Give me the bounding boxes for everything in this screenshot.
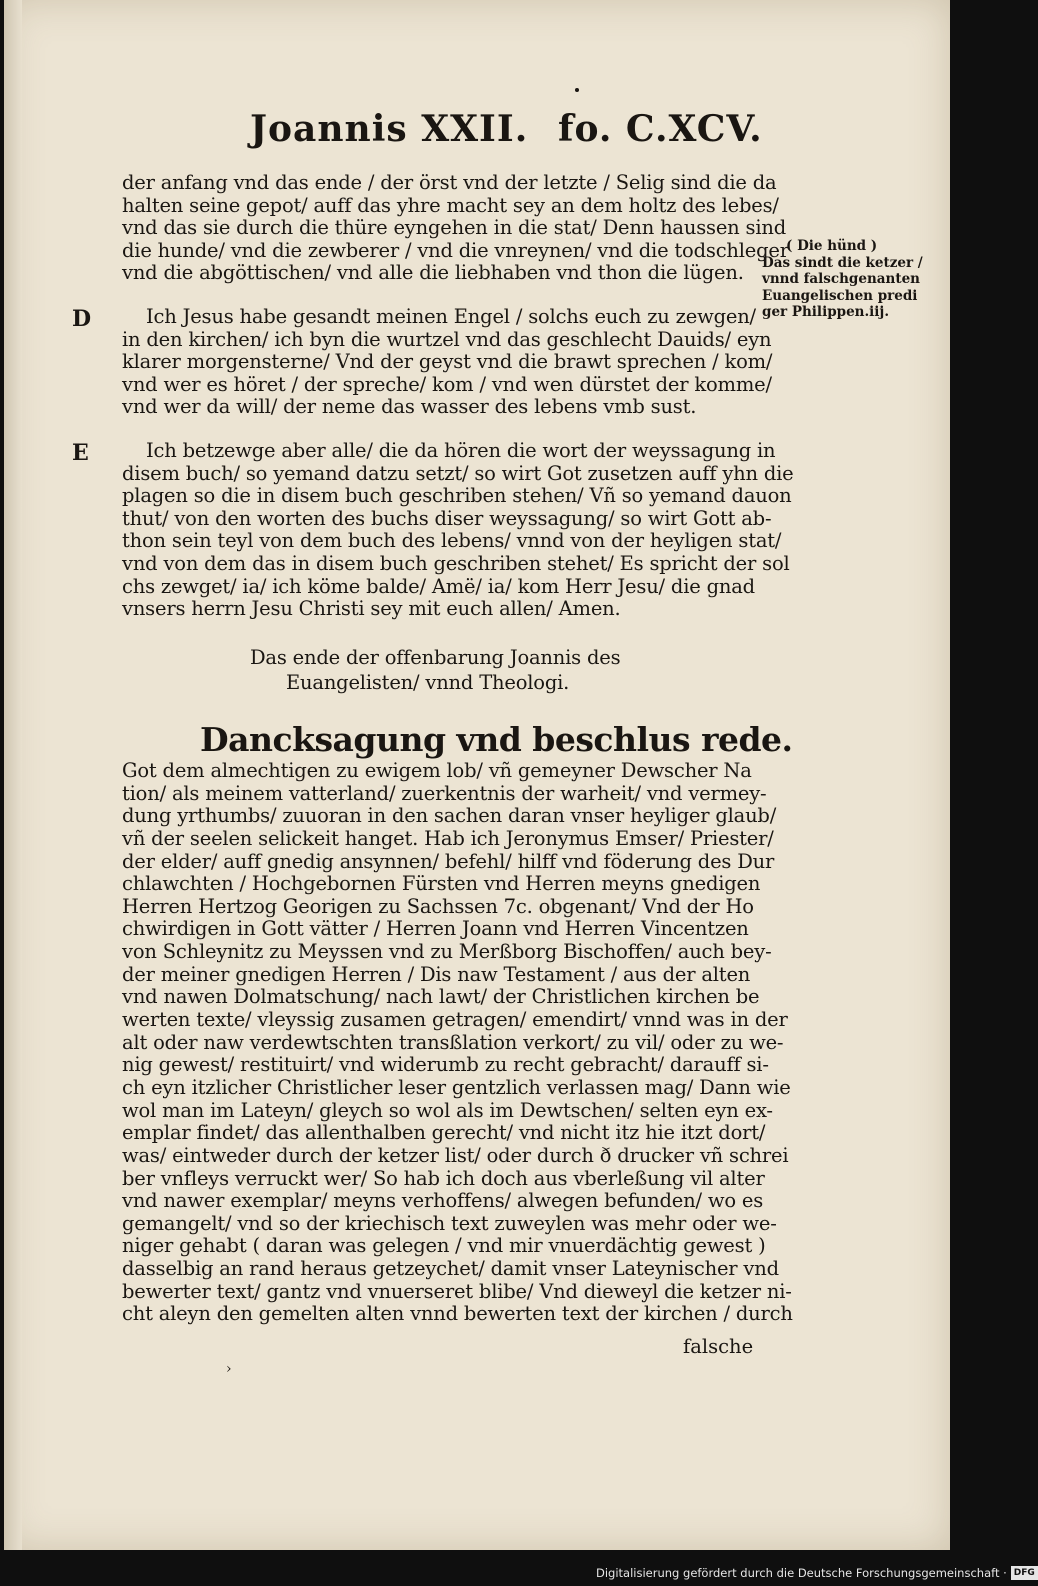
page-gutter — [4, 0, 22, 1550]
text-line: dasselbig an rand heraus getzeychet/ damit vnser Lateynischer vnd — [122, 1257, 779, 1281]
text-line: plagen so die in disem buch geschriben stehen/ Vñ so yemand dauon — [122, 484, 792, 508]
paragraph-1 — [122, 171, 789, 285]
text-line: cht aleyn den gemelten alten vnnd bewerten text der kirchen / durch — [122, 1302, 793, 1326]
text-line: der anfang vnd das ende / der örst vnd der letzte / Selig sind die da — [122, 171, 777, 194]
text-line: Got dem almechtigen zu ewigem lob/ vñ gemeyner Dewscher Na — [122, 759, 752, 782]
text-line: ber vnfleys verruckt wer/ So hab ich doch aus vberleßung vil alter — [122, 1166, 765, 1190]
text-line: chlawchten / Hochgebornen Fürsten vnd Herren meyns gnedigen — [122, 872, 761, 896]
closing-line: Euangelisten/ vnnd Theologi. — [286, 671, 570, 694]
text-line: halten seine gepot/ auff das yhre macht sey an dem holtz des lebes/ — [122, 193, 779, 217]
section-marker-e: E — [72, 440, 89, 466]
text-line: thut/ von den worten des buchs diser weyssagung/ so wirt Gott ab- — [122, 506, 772, 530]
section-heading: Dancksagung vnd beschlus rede. — [200, 720, 793, 759]
text-line: der elder/ auff gnedig ansynnen/ befehl/ hilff vnd föderung des Dur — [122, 849, 775, 873]
paragraph-3 — [122, 439, 794, 621]
dfg-logo: DFG — [1011, 1566, 1038, 1580]
text-line: was/ eintweder durch der ketzer list/ oder durch ð drucker vñ schrei — [122, 1143, 789, 1167]
closing-lines — [250, 645, 670, 695]
text-line: vnd nawer exemplar/ meyns verhoffens/ alwegen befunden/ wo es — [122, 1189, 764, 1213]
stray-mark: › — [226, 1361, 232, 1377]
text-line: tion/ als meinem vatterland/ zuerkentnis der warheit/ vnd vermey- — [122, 781, 767, 805]
text-line: in den kirchen/ ich byn die wurtzel vnd das geschlecht Dauids/ eyn — [122, 327, 772, 351]
text-line: disem buch/ so yemand datzu setzt/ so wirt Got zusetzen auff yhn die — [122, 461, 794, 485]
margin-note-line: Das sindt die ketzer / — [762, 254, 923, 271]
text-line: Ich betzewge aber alle/ die da hören die wort der weyssagung in — [146, 439, 776, 462]
text-line: dung yrthumbs/ zuuoran in den sachen daran vnser heyliger glaub/ — [122, 804, 777, 828]
text-line: vnd die abgöttischen/ vnd alle die liebhaben vnd thon die lügen. — [122, 261, 744, 285]
digitization-credit — [596, 1564, 1038, 1582]
folio-number: fo. C.XCV. — [558, 108, 763, 150]
text-line: der meiner gnedigen Herren / Dis naw Testament / aus der alten — [122, 962, 751, 986]
text-line: vnd das sie durch die thüre eyngehen in die stat/ Denn haussen sind — [122, 216, 787, 240]
text-line: niger gehabt ( daran was gelegen / vnd mir vnuerdächtig gewest ) — [122, 1234, 766, 1258]
text-line: thon sein teyl von dem buch des lebens/ vnnd von der heyligen stat/ — [122, 529, 782, 553]
margin-note-line: Euangelischen predi — [762, 287, 918, 304]
margin-note — [762, 238, 934, 321]
margin-note-line: vnnd falschgenanten — [762, 271, 920, 287]
margin-note-line: ger Philippen.iij. — [762, 304, 890, 320]
paragraph-2 — [122, 305, 773, 419]
text-line: chwirdigen in Gott vätter / Herren Joann vnd Herren Vincentzen — [122, 917, 749, 941]
paragraph-4 — [122, 759, 793, 1326]
text-line: vnd wer da will/ der neme das wasser des lebens vmb sust. — [122, 395, 697, 419]
text-line: von Schleynitz zu Meyssen vnd zu Merßborg Bischoffen/ auch bey- — [122, 940, 772, 964]
closing-line: Das ende der offenbarung Joannis des — [250, 646, 621, 669]
text-line: werten texte/ vleyssig zusamen getragen/ emendirt/ vnnd was in der — [122, 1008, 788, 1032]
text-line: Herren Hertzog Georigen zu Sachssen 7c. obgenant/ Vnd der Ho — [122, 894, 754, 918]
text-line: vnd von dem das in disem buch geschriben stehet/ Es spricht der sol — [122, 551, 790, 575]
text-line: vnd wer es höret / der spreche/ kom / vnd wen dürstet der komme/ — [122, 372, 772, 396]
text-line: die hunde/ vnd die zewberer / vnd die vnreynen/ vnd die todschleger — [122, 238, 789, 262]
text-line: alt oder naw verdewtschten transßlation verkort/ zu vil/ oder zu we- — [122, 1030, 784, 1054]
text-line: vnsers herrn Jesu Christi sey mit euch allen/ Amen. — [122, 597, 621, 621]
footer-text: Digitalisierung gefördert durch die Deutsche Forschungsgemeinschaft · — [596, 1566, 1007, 1580]
text-line: vñ der seelen selickeit hanget. Hab ich Jeronymus Emser/ Priester/ — [122, 826, 774, 850]
margin-note-line: ( Die hünd ) — [786, 238, 878, 254]
running-title: Joannis XXII. — [250, 108, 529, 150]
text-line: bewerter text/ gantz vnd vnuerseret blibe/ Vnd dieweyl die ketzer ni- — [122, 1279, 792, 1303]
text-line: nig gewest/ restituirt/ vnd widerumb zu recht gebracht/ darauff si- — [122, 1053, 769, 1077]
text-line: chs zewget/ ia/ ich köme balde/ Amë/ ia/ kom Herr Jesu/ die gnad — [122, 574, 755, 598]
printed-dot — [575, 88, 579, 92]
catchword: falsche — [683, 1335, 754, 1358]
text-line: wol man im Lateyn/ gleych so wol als im Dewtschen/ selten eyn ex- — [122, 1098, 773, 1122]
text-line: gemangelt/ vnd so der kriechisch text zuweylen was mehr oder we- — [122, 1211, 777, 1235]
text-line: Ich Jesus habe gesandt meinen Engel / solchs euch zu zewgen/ — [146, 305, 756, 328]
text-line: vnd nawen Dolmatschung/ nach lawt/ der Christlichen kirchen be — [122, 985, 760, 1009]
text-line: emplar findet/ das allenthalben gerecht/ vnd nicht itz hie itzt dort/ — [122, 1121, 766, 1145]
text-line: ch eyn itzlicher Christlicher leser gentzlich verlassen mag/ Dann wie — [122, 1075, 791, 1099]
section-marker-d: D — [72, 306, 92, 332]
text-line: klarer morgensterne/ Vnd der geyst vnd die brawt sprechen / kom/ — [122, 350, 773, 374]
